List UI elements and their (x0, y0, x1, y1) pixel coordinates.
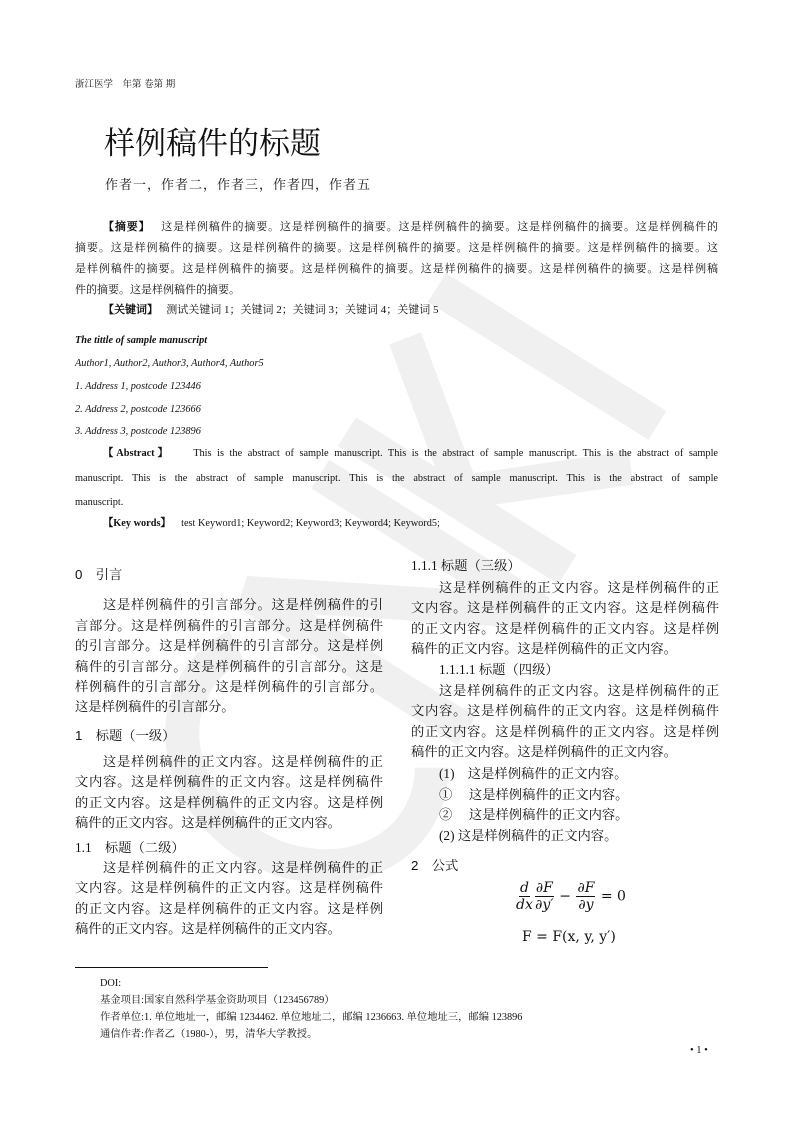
equation-2: F = F(x, y, y′) (522, 929, 616, 945)
footnote-affiliation: 作者单位:1. 单位地址一，邮编 1234462. 单位地址二，邮编 1236663. 单位地址三，邮编 123896 (100, 1012, 523, 1023)
section-1-1-1-heading: 1.1.1 标题（三级） (411, 558, 521, 573)
abstract-cn-label: 【摘要】 (103, 221, 151, 233)
paragraph-line: 这是样例稿件的引言部分。这是样例稿件的引 (103, 597, 383, 612)
paragraph-line: 言部分。这是样例稿件的引言部分。这是样例稿件 (75, 618, 383, 633)
english-authors: Author1, Author2, Author3, Author4, Author5 (75, 358, 264, 369)
abstract-en-line: manuscript. This is the abstract of sample manuscript. This is the abstract of sample manuscript. This is the abstract of sample (75, 473, 718, 484)
abstract-en-line: manuscript. (75, 497, 124, 508)
abstract-en-line (103, 445, 718, 463)
footnote-correspondence: 通信作者:作者乙（1980-），男，清华大学教授。 (100, 1029, 318, 1040)
abstract-cn-line: 件的摘要。这是样例稿件的摘要。 (75, 284, 240, 296)
paragraph-line: 文内容。这是样例稿件的正文内容。这是样例稿件 (411, 703, 719, 718)
paragraph-line: 这是样例稿件的引言部分。 (75, 699, 235, 714)
page-title: 样例稿件的标题 (104, 126, 321, 161)
paragraph-line: 稿件的正文内容。这是样例稿件的正文内容。 (75, 921, 341, 936)
paragraph-line: 文内容。这是样例稿件的正文内容。这是样例稿件 (411, 600, 719, 615)
list-item: ① 这是样例稿件的正文内容。 (439, 787, 629, 802)
abstract-cn-line: 是样例稿件的摘要。这是样例稿件的摘要。这是样例稿件的摘要。这是样例稿件的摘要。这是样例稿件的摘要。这是样例稿 (75, 263, 718, 275)
eq1-rhs: = 0 (600, 888, 626, 905)
section-1-1-heading: 1.1 标题（二级） (75, 840, 185, 855)
section-0-heading: 0 引言 (75, 567, 123, 582)
eq1-term3-den: ∂y (578, 897, 594, 913)
paragraph-line: 这是样例稿件的正文内容。这是样例稿件的正 (439, 580, 719, 595)
english-title: The tittle of sample manuscript (75, 335, 208, 346)
section-1-heading: 1 标题（一级） (75, 728, 176, 743)
abstract-en-text: This is the abstract of sample manuscript. This is the abstract of sample manuscript. This is the abstract of sample (193, 448, 719, 459)
paragraph-line: 的正文内容。这是样例稿件的正文内容。这是样例 (411, 724, 719, 739)
eq1-term1-den: dx (516, 897, 533, 913)
abstract-cn-line: 摘要。这是样例稿件的摘要。这是样例稿件的摘要。这是样例稿件的摘要。这是样例稿件的摘要。这是样例稿件的摘要。这 (75, 242, 718, 254)
footnote-fund: 基金项目:国家自然科学基金资助项目（123456789） (100, 995, 335, 1006)
section-2-heading: 2 公式 (411, 858, 459, 873)
eq1-term3-num: ∂F (577, 880, 595, 896)
abstract-cn-text: 这是样例稿件的摘要。这是样例稿件的摘要。这是样例稿件的摘要。这是样例稿件的摘要。这是样例稿件的 (161, 221, 719, 233)
abstract-cn-line (103, 218, 718, 236)
paragraph-line: 这是样例稿件的正文内容。这是样例稿件的正 (439, 683, 719, 698)
paragraph-line: 文内容。这是样例稿件的正文内容。这是样例稿件 (75, 880, 383, 895)
eq1-term2-den: ∂y′ (535, 897, 554, 913)
footnote-doi: DOI: (100, 978, 122, 989)
equation-1 (515, 880, 626, 913)
eq1-term2-num: ∂F (535, 880, 553, 896)
section-1-1-1-1-heading: 1.1.1.1 标题（四级） (439, 662, 559, 677)
paragraph-line: 的正文内容。这是样例稿件的正文内容。这是样例 (75, 901, 383, 916)
footnote-divider (75, 967, 268, 968)
eq1-minus: − (559, 888, 571, 905)
keywords-cn (103, 301, 746, 319)
list-item: (2) 这是样例稿件的正文内容。 (439, 828, 618, 843)
paragraph-line: 稿件的引言部分。这是样例稿件的引言部分。这是 (75, 659, 383, 674)
paragraph-line: 这是样例稿件的正文内容。这是样例稿件的正 (103, 860, 383, 875)
paragraph-line: 稿件的正文内容。这是样例稿件的正文内容。 (411, 744, 677, 759)
keywords-cn-text: 测试关键词 1；关键词 2；关键词 3；关键词 4；关键词 5 (166, 304, 439, 316)
paragraph-line: 的正文内容。这是样例稿件的正文内容。这是样例 (75, 795, 383, 810)
paragraph-line: 的正文内容。这是样例稿件的正文内容。这是样例 (411, 621, 719, 636)
list-item: (1) 这是样例稿件的正文内容。 (439, 766, 628, 781)
list-item: ② 这是样例稿件的正文内容。 (439, 807, 629, 822)
paragraph-line: 稿件的正文内容。这是样例稿件的正文内容。 (75, 815, 341, 830)
eq1-term1-num: d (519, 880, 529, 896)
abstract-en-label: 【Abstract】 (103, 448, 171, 459)
paragraph-line: 稿件的正文内容。这是样例稿件的正文内容。 (411, 641, 677, 656)
keywords-cn-label: 【关键词】 (103, 304, 158, 316)
paragraph-line: 文内容。这是样例稿件的正文内容。这是样例稿件 (75, 774, 383, 789)
paragraph-line: 的引言部分。这是样例稿件的引言部分。这是样例 (75, 638, 383, 653)
paragraph-line: 这是样例稿件的正文内容。这是样例稿件的正 (103, 754, 383, 769)
address-2: 2. Address 2, postcode 123666 (75, 404, 201, 415)
keywords-en-label: 【Key words】 (103, 518, 171, 529)
address-1: 1. Address 1, postcode 123446 (75, 381, 201, 392)
keywords-en (103, 515, 746, 533)
address-3: 3. Address 3, postcode 123896 (75, 426, 201, 437)
keywords-en-text: test Keyword1; Keyword2; Keyword3; Keyword4; Keyword5; (181, 518, 440, 529)
authors-cn: 作者一，作者二，作者三，作者四，作者五 (105, 177, 372, 192)
paragraph-line: 样例稿件的引言部分。这是样例稿件的引言部分。 (75, 679, 383, 694)
journal-header: 浙江医学 年第 卷第 期 (75, 79, 176, 90)
page-number: • 1 • (690, 1045, 708, 1056)
